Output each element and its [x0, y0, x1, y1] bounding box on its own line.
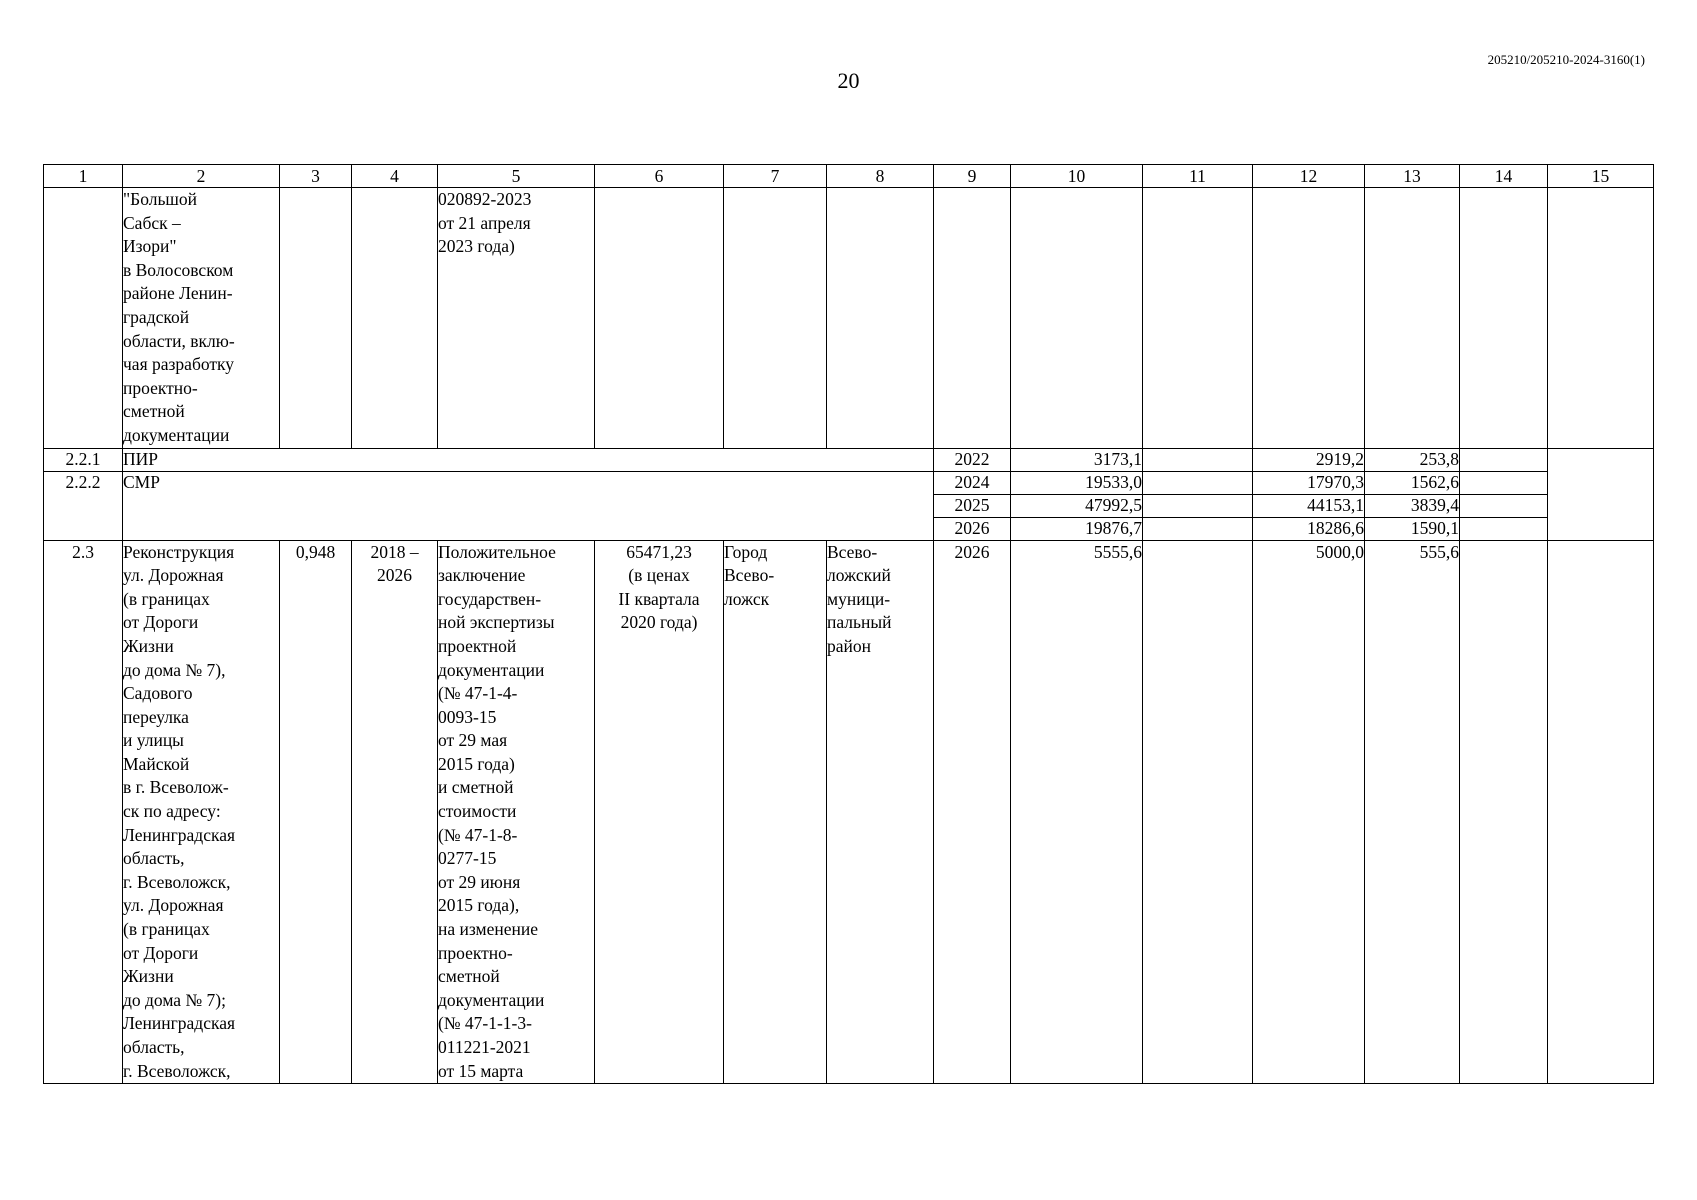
total-value: 47992,5	[1011, 494, 1143, 517]
value-col12: 17970,3	[1253, 471, 1365, 494]
table-row-continuation	[44, 188, 1654, 449]
column-header: 14	[1460, 165, 1548, 188]
value-col13: 555,6	[1365, 540, 1460, 1084]
district-cell: Всево- ложский муници- пальный район	[827, 540, 934, 1084]
value-col13: 253,8	[1365, 448, 1460, 471]
column-header: 15	[1548, 165, 1654, 188]
column-header: 2	[123, 165, 280, 188]
value-col12: 2919,2	[1253, 448, 1365, 471]
document-id: 205210/205210-2024-3160(1)	[1487, 52, 1645, 67]
object-name-cell: "Большой Сабск – Изори" в Волосовском районе Ленин- градской области, вклю- чая разработку проектно- сметной документации	[123, 188, 280, 449]
year-cell: 2026	[934, 540, 1011, 1084]
column-header: 12	[1253, 165, 1365, 188]
expertise-cell: Положительное заключение государствен- ной экспертизы проектной документации (№ 47-1-4- 0093-15 от 29 мая 2015 года) и сметной стоимости (№ 47-1-8- 0277-15 от 29 июня 2015 года), на изменение проектно- сметной документации (№ 47-1-1-3- 011221-2021 от 15 марта	[438, 540, 595, 1084]
page-number: 20	[837, 68, 860, 93]
total-value: 5555,6	[1011, 540, 1143, 1084]
year-cell: 2022	[934, 448, 1011, 471]
row-number: 2.2.2	[44, 471, 123, 540]
table-row-2-3	[44, 540, 1654, 1084]
expertise-cell: 020892-2023 от 21 апреля 2023 года)	[438, 188, 595, 449]
work-type: ПИР	[123, 448, 934, 471]
value-col12: 44153,1	[1253, 494, 1365, 517]
value-col13: 1562,6	[1365, 471, 1460, 494]
column-header: 3	[280, 165, 352, 188]
column-header: 11	[1143, 165, 1253, 188]
year-cell: 2026	[934, 517, 1011, 540]
column-header: 9	[934, 165, 1011, 188]
year-cell: 2024	[934, 471, 1011, 494]
value-col13: 1590,1	[1365, 517, 1460, 540]
object-name-cell: Реконструкция ул. Дорожная (в границах от Дороги Жизни до дома № 7), Садового переулка и улицы Майской в г. Всеволож- ск по адресу: Ленинградская область, г. Всеволожск, ул. Дорожная (в границах от Дороги Жизни до дома № 7); Ленинградская область, г. Всеволожск,	[123, 540, 280, 1084]
total-value: 19876,7	[1011, 517, 1143, 540]
header-row	[44, 165, 1654, 188]
column-header: 4	[352, 165, 438, 188]
column-header: 5	[438, 165, 595, 188]
column-header: 10	[1011, 165, 1143, 188]
length-cell: 0,948	[280, 540, 352, 1084]
cost-cell: 65471,23 (в ценах II квартала 2020 года)	[595, 540, 724, 1084]
year-cell: 2025	[934, 494, 1011, 517]
settlement-cell: Город Всево- ложск	[724, 540, 827, 1084]
total-value: 3173,1	[1011, 448, 1143, 471]
column-header: 1	[44, 165, 123, 188]
column-header: 8	[827, 165, 934, 188]
row-number: 2.3	[44, 540, 123, 1084]
column-header: 13	[1365, 165, 1460, 188]
row-number: 2.2.1	[44, 448, 123, 471]
value-col12: 5000,0	[1253, 540, 1365, 1084]
column-header: 6	[595, 165, 724, 188]
period-cell: 2018 – 2026	[352, 540, 438, 1084]
table-row-2-2-1	[44, 448, 1654, 471]
column-header: 7	[724, 165, 827, 188]
work-type: СМР	[123, 471, 934, 540]
total-value: 19533,0	[1011, 471, 1143, 494]
value-col12: 18286,6	[1253, 517, 1365, 540]
data-table	[43, 164, 1654, 1084]
value-col13: 3839,4	[1365, 494, 1460, 517]
table-row-2-2-2	[44, 471, 1654, 494]
